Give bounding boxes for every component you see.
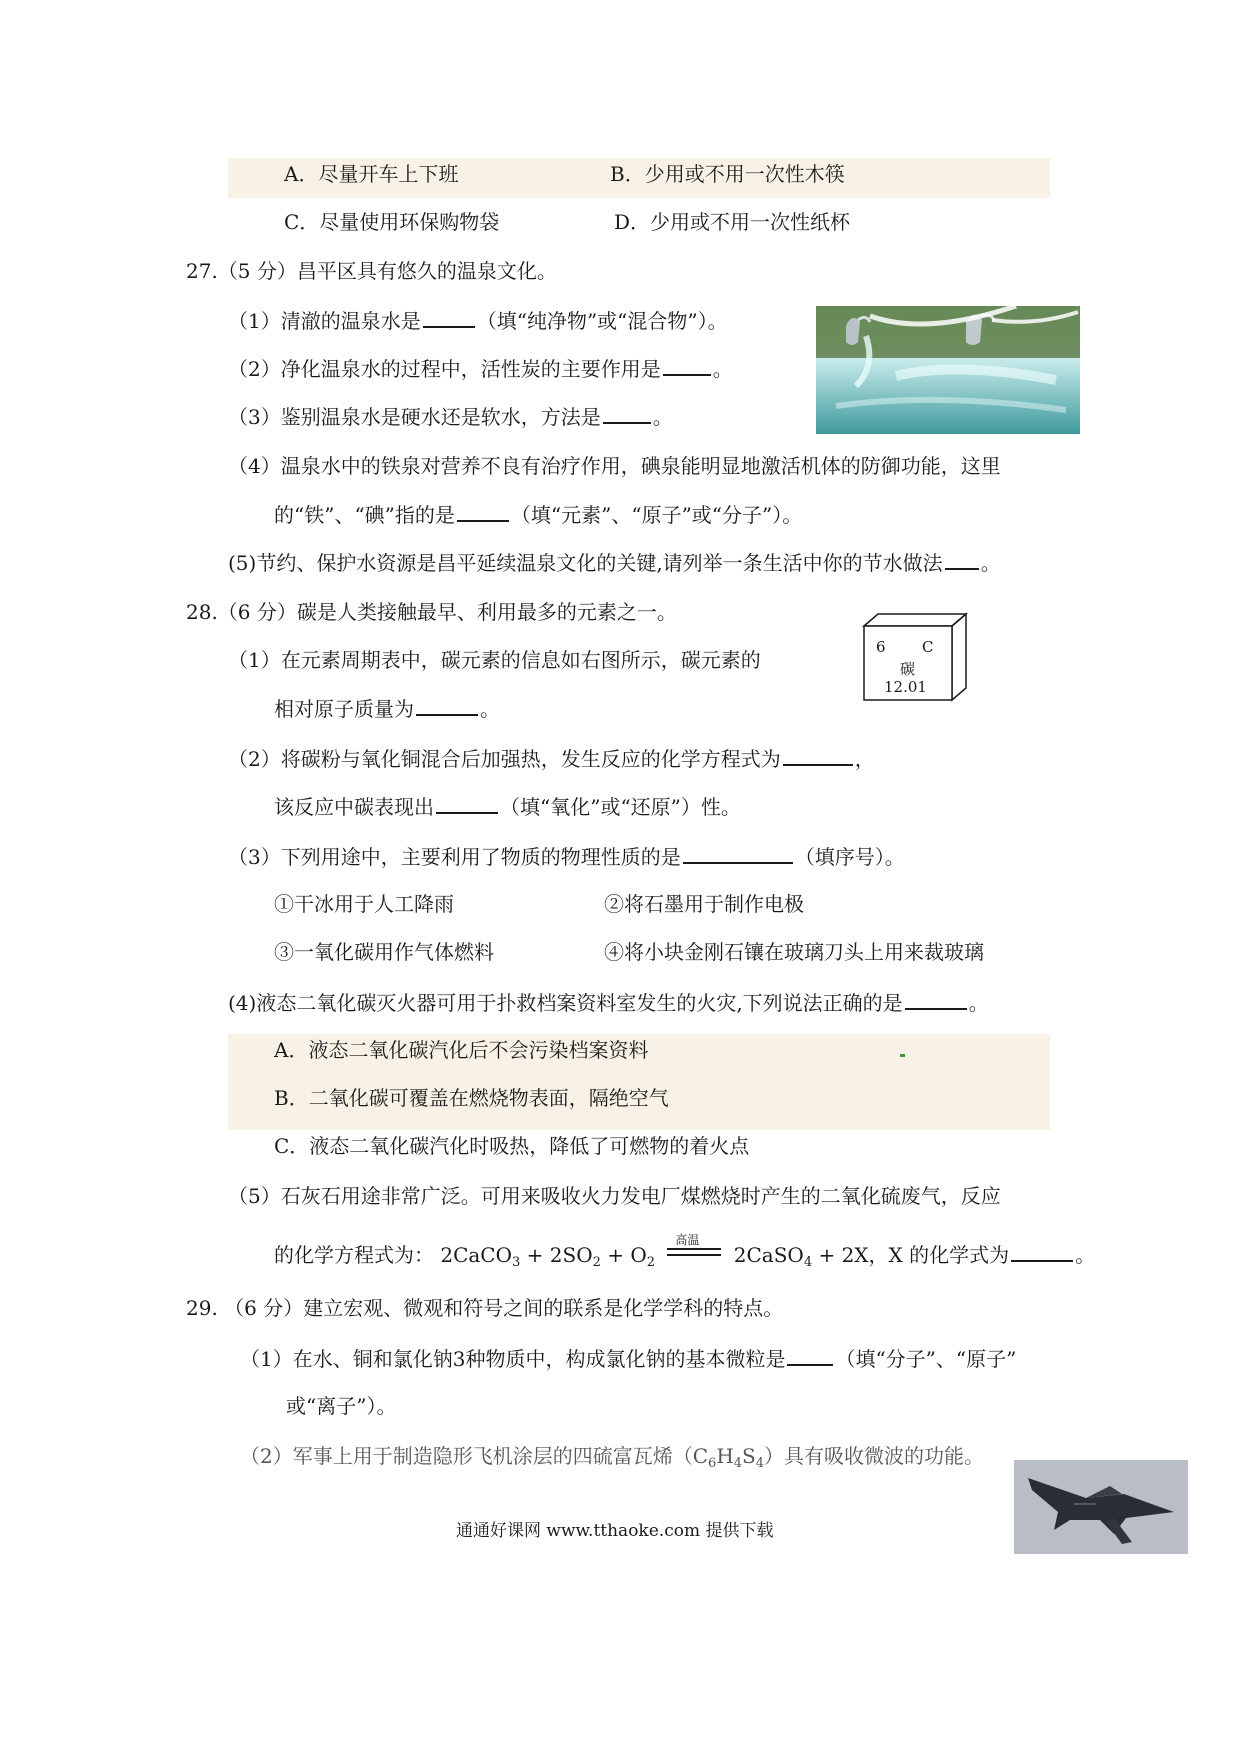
q27-part2-text: （2）净化温泉水的过程中，活性炭的主要作用是 (228, 357, 661, 381)
q28-part4-end: 。 (968, 991, 989, 1015)
q26-option-c: C．尽量使用环保购物袋 (284, 210, 500, 234)
q27-part4-hint: （填“元素”、“原子”或“分子”）。 (510, 503, 803, 527)
reaction-condition: 高温 (675, 1233, 700, 1247)
q29-part2-end: ）具有吸收微波的功能。 (764, 1444, 985, 1468)
q28-part2-comma: ， (854, 747, 875, 771)
q26-option-b: B．少用或不用一次性木筷 (610, 162, 845, 186)
equals-sign-top (667, 1248, 721, 1250)
equation-reactant-so2 (526, 1243, 601, 1270)
element-mass: 12.01 (884, 678, 927, 696)
q28-part3-blank (683, 842, 793, 864)
q29-part1-line1 (240, 1344, 1016, 1373)
hot-spring-photo (816, 306, 1080, 434)
q28-part2-blank-equation (783, 744, 853, 766)
q27-part4-line2 (274, 500, 802, 529)
q28-part3 (228, 842, 905, 871)
q26-option-d: D．少用或不用一次性纸杯 (614, 210, 851, 234)
q28-part4-text: (4)液态二氧化碳灭火器可用于扑救档案资料室发生的火灾,下列说法正确的是 (228, 991, 903, 1015)
q27-part3-text: （3）鉴别温泉水是硬水还是软水，方法是 (228, 405, 601, 429)
q27-part2-blank (663, 354, 711, 376)
formula-sub-6: 6 (708, 1456, 717, 1471)
q26-option-a: A．尽量开车上下班 (284, 162, 459, 186)
q28-use-1: ①干冰用于人工降雨 (274, 892, 454, 916)
reaction-arrow (667, 1233, 721, 1262)
q28-part5-blank (1011, 1240, 1073, 1262)
q28-part1-text: 相对原子质量为 (274, 697, 414, 721)
q29-part1-blank (787, 1344, 833, 1366)
caso4-subscript: 4 (803, 1255, 813, 1270)
q28-part2-hint: （填“氧化”或“还原”）性。 (500, 795, 741, 819)
q27-part2-end: 。 (712, 357, 733, 381)
q28-part3-text: （3）下列用途中，主要利用了物质的物理性质的是 (228, 845, 681, 869)
q27-part3-blank (603, 402, 651, 424)
formula-sub-4b: 4 (755, 1456, 765, 1471)
equation-reactant-caco3 (440, 1243, 521, 1270)
q29-part2-text: （2）军事上用于制造隐形飞机涂层的四硫富瓦烯（C (240, 1444, 709, 1468)
element-number: 6 (876, 638, 886, 656)
equation-product-caso4 (733, 1243, 813, 1270)
element-name: 碳 (900, 660, 916, 678)
formula-s: S (742, 1444, 756, 1468)
q28-part5-line2 (274, 1233, 1096, 1277)
q28-use-3: ③一氧化碳用作气体燃料 (274, 940, 494, 964)
q27-part1-text: （1）清澈的温泉水是 (228, 309, 421, 333)
equals-sign-bottom (667, 1254, 721, 1256)
q28-part2-line2-text: 该反应中碳表现出 (274, 795, 434, 819)
q28-part4 (228, 988, 989, 1017)
formula-sub-4a: 4 (733, 1456, 743, 1471)
element-symbol: C (922, 638, 934, 656)
scan-speck (900, 1054, 905, 1057)
q28-part5-lead: 的化学方程式为： (274, 1243, 434, 1267)
q27-part5 (228, 548, 1001, 577)
q28-part2-line1 (228, 744, 875, 773)
q27-part5-end: 。 (980, 551, 1001, 575)
caco3-subscript: 3 (512, 1255, 521, 1270)
o2-subscript: 2 (646, 1255, 656, 1270)
q29-title: 29. （6 分）建立宏观、微观和符号之间的联系是化学学科的特点。 (186, 1296, 784, 1320)
q27-part3-end: 。 (652, 405, 673, 429)
q28-part1-line2 (274, 694, 500, 723)
page-footer: 通通好课网 www.tthaoke.com 提供下载 (456, 1521, 774, 1541)
q28-use-2: ②将石墨用于制作电极 (604, 892, 804, 916)
q29-part1-line2: 或“离子”）。 (286, 1394, 397, 1418)
q27-part4-text: 的“铁”、“碘”指的是 (274, 503, 455, 527)
q27-part4-blank (457, 500, 509, 522)
q28-part1-blank (416, 694, 478, 716)
equation-tail: + 2X，X 的化学式为 (818, 1243, 1010, 1267)
q27-part2 (228, 354, 733, 383)
equation-reactant-o2 (607, 1243, 656, 1270)
q28-part5-line1: （5）石灰石用途非常广泛。可用来吸收火力发电厂煤燃烧时产生的二氧化硫废气，反应 (228, 1184, 1001, 1208)
caso4-text: 2CaSO (733, 1243, 804, 1267)
q28-part5-end: 。 (1075, 1243, 1096, 1267)
q29-part2 (240, 1442, 984, 1478)
q29-part1-hint: （填“分子”、“原子” (835, 1347, 1017, 1371)
stealth-aircraft-illustration (1014, 1460, 1188, 1554)
caco3-text: 2CaCO (440, 1243, 513, 1267)
o2-text: + O (607, 1243, 647, 1267)
q27-part5-text: (5)节约、保护水资源是昌平延续温泉文化的关键,请列举一条生活中你的节水做法 (228, 551, 943, 575)
carbon-element-card (862, 612, 972, 704)
q28-part1-end: 。 (480, 697, 500, 721)
so2-text: + 2SO (526, 1243, 593, 1267)
q28-part4-option-b: B．二氧化碳可覆盖在燃烧物表面，隔绝空气 (274, 1086, 669, 1110)
formula-h: H (716, 1444, 734, 1468)
q28-title: 28.（6 分）碳是人类接触最早、利用最多的元素之一。 (186, 600, 677, 624)
q27-part1-blank (423, 306, 475, 328)
q28-part4-option-c: C．液态二氧化碳汽化时吸热，降低了可燃物的着火点 (274, 1134, 750, 1158)
q27-part4-line1: （4）温泉水中的铁泉对营养不良有治疗作用，碘泉能明显地激活机体的防御功能，这里 (228, 454, 1001, 478)
q27-title: 27.（5 分）昌平区具有悠久的温泉文化。 (186, 259, 557, 283)
q27-part1-hint: （填“纯净物”或“混合物”）。 (476, 309, 728, 333)
stealth-aircraft-photo (1014, 1460, 1188, 1554)
so2-subscript: 2 (592, 1255, 601, 1270)
q28-part2-text: （2）将碳粉与氧化铜混合后加强热，发生反应的化学方程式为 (228, 747, 781, 771)
q27-part3 (228, 402, 673, 431)
q28-use-4: ④将小块金刚石镶在玻璃刀头上用来裁玻璃 (604, 940, 984, 964)
q27-part1 (228, 306, 728, 335)
q28-part2-line2 (274, 792, 741, 821)
q28-part1-line1: （1）在元素周期表中，碳元素的信息如右图所示，碳元素的 (228, 648, 761, 672)
q28-part4-option-a: A．液态二氧化碳汽化后不会污染档案资料 (274, 1038, 649, 1062)
q28-part3-hint: （填序号）。 (794, 845, 905, 869)
q28-part4-blank (905, 988, 967, 1010)
q27-part5-blank (945, 548, 979, 570)
q28-part2-blank-property (436, 792, 498, 814)
hot-spring-illustration (816, 306, 1080, 434)
q29-part1-text: （1）在水、铜和氯化钠3种物质中，构成氯化钠的基本微粒是 (240, 1347, 786, 1371)
